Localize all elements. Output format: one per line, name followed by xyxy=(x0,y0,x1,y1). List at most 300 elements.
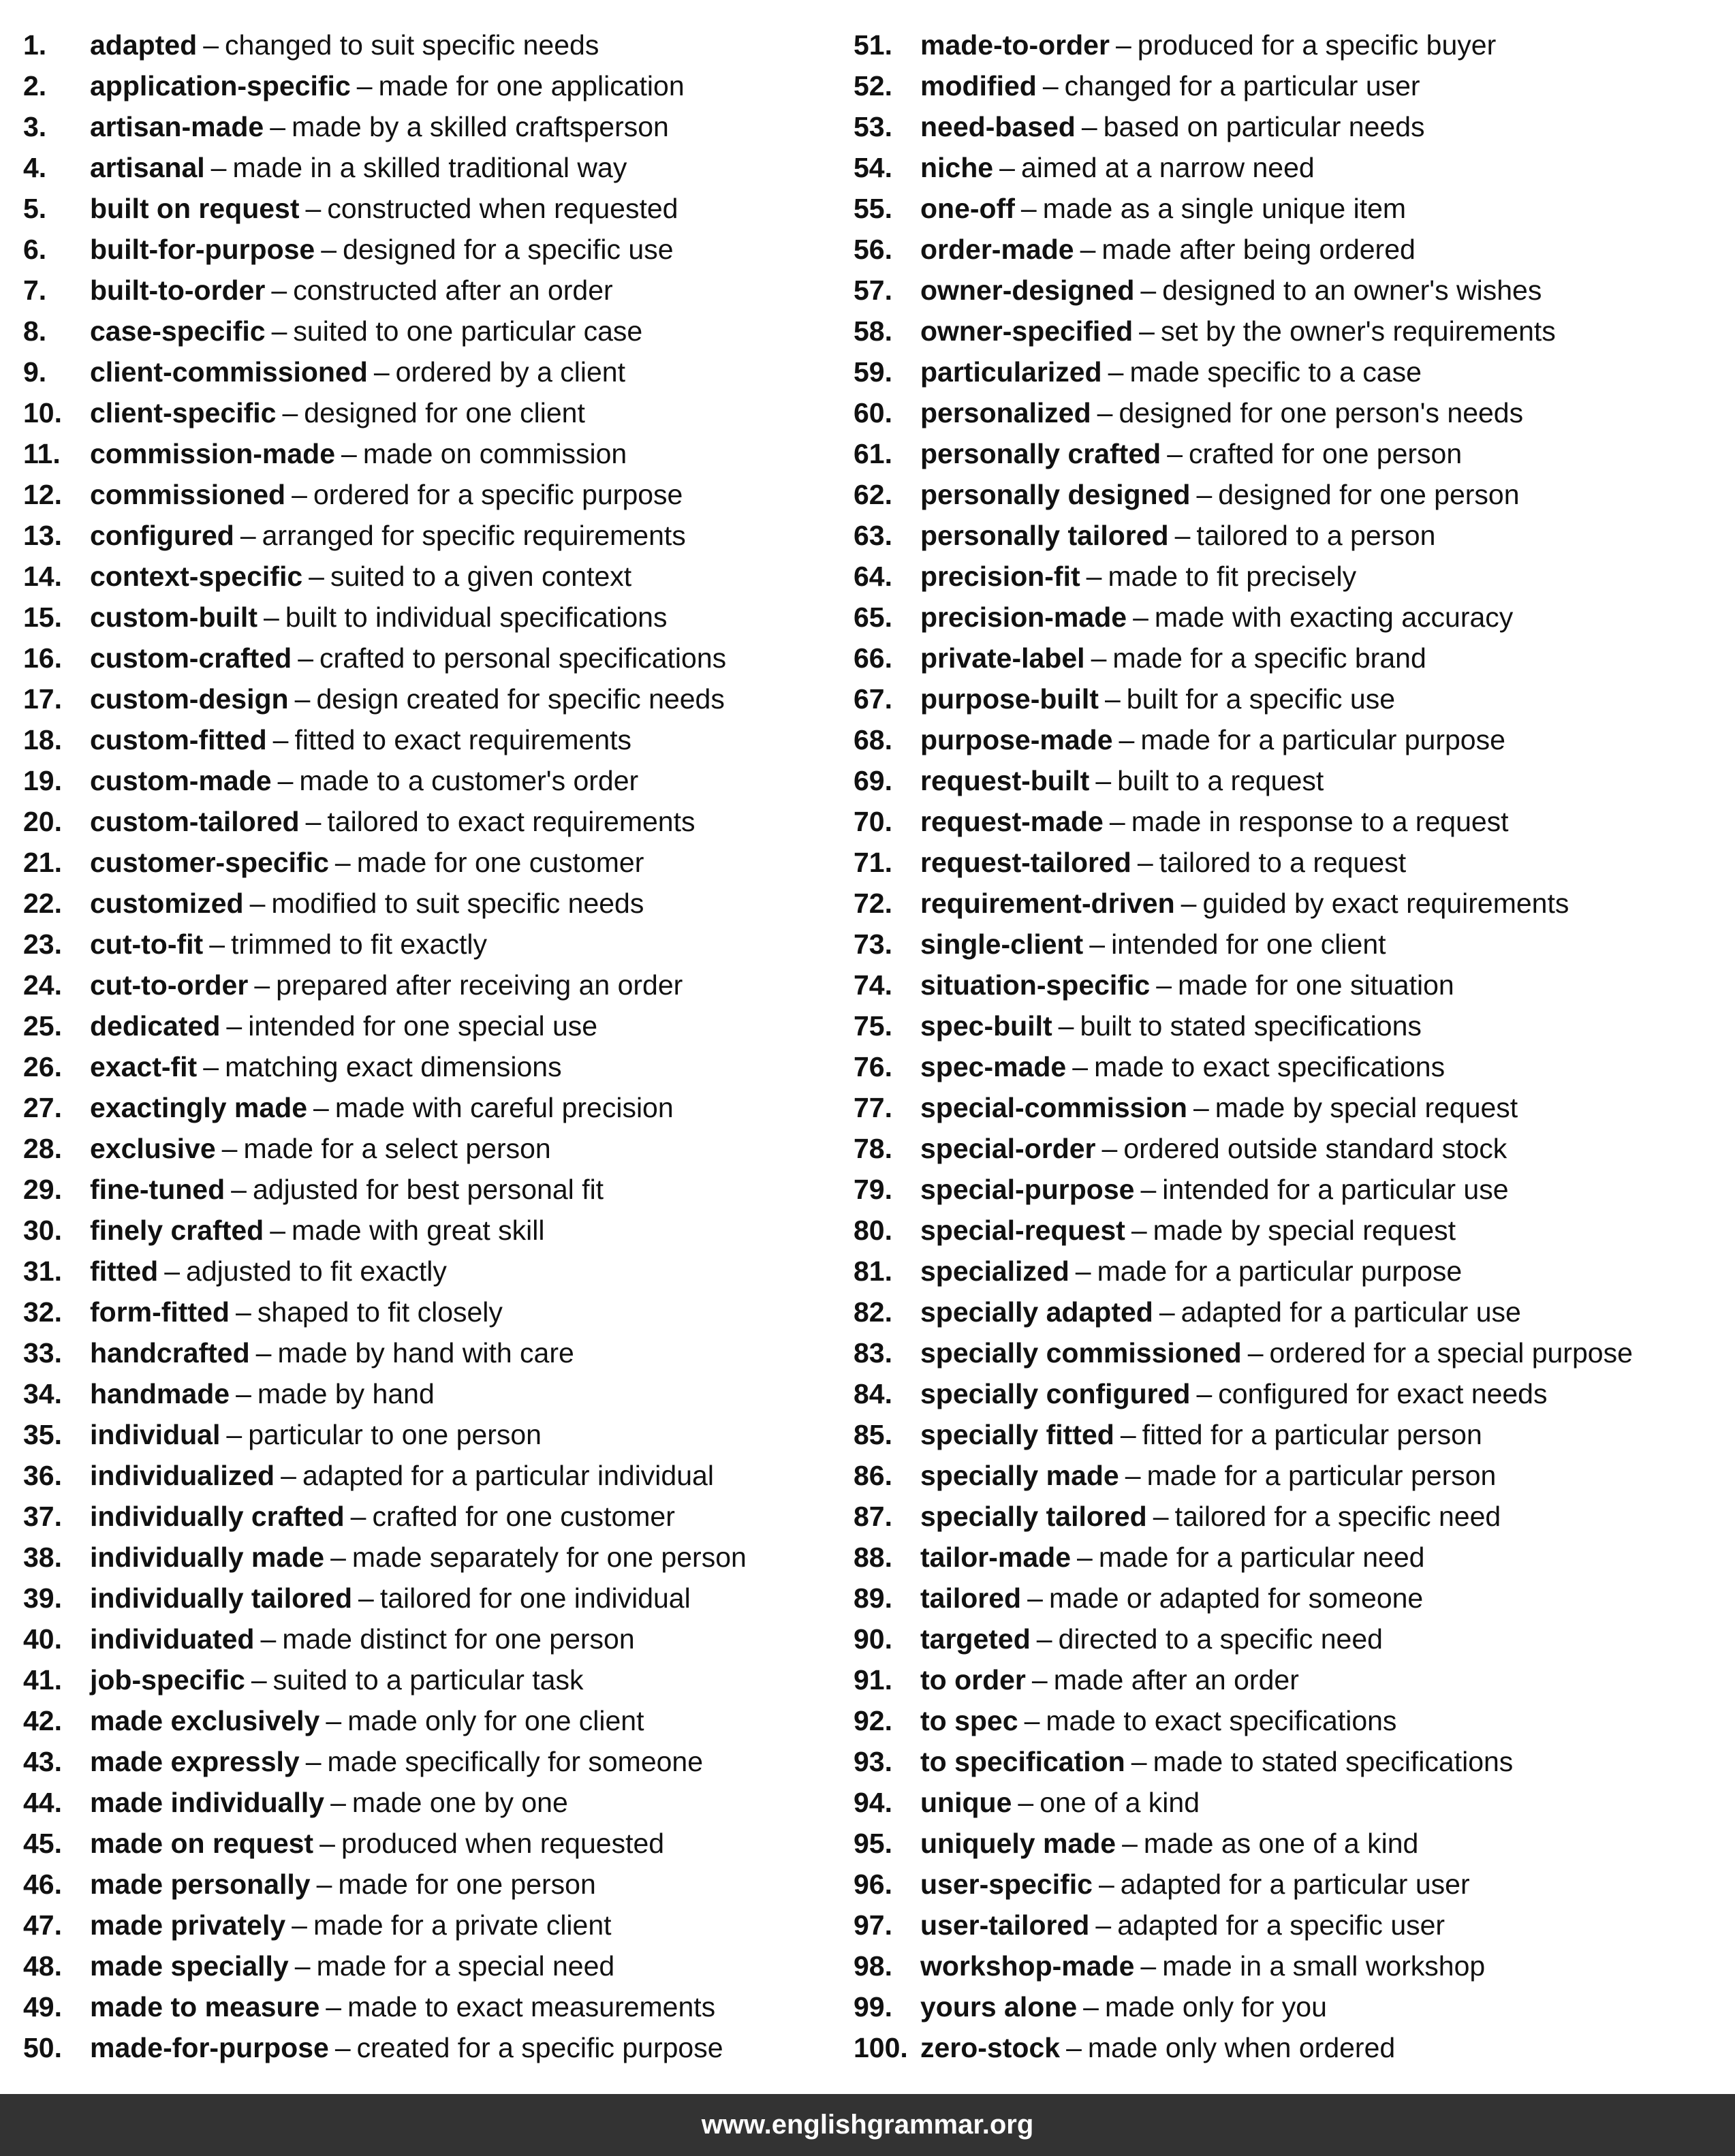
item-number: 16. xyxy=(23,642,62,674)
item-definition: prepared after receiving an order xyxy=(276,969,683,1001)
list-item xyxy=(23,760,841,801)
list-item xyxy=(23,965,841,1005)
item-separator: – xyxy=(271,315,287,347)
item-number: 67. xyxy=(854,683,892,715)
item-term: customized xyxy=(90,888,244,919)
item-number: 46. xyxy=(23,1869,62,1900)
item-definition: intended for one special use xyxy=(248,1010,598,1042)
item-separator: – xyxy=(350,1501,366,1532)
list-item xyxy=(23,1578,841,1619)
item-number: 19. xyxy=(23,765,62,796)
item-term: owner-designed xyxy=(920,275,1135,306)
item-definition: made only when ordered xyxy=(1087,2032,1396,2063)
item-term: individuated xyxy=(90,1623,255,1655)
item-term: made personally xyxy=(90,1869,311,1900)
item-term: context-specific xyxy=(90,561,303,592)
item-definition: made in a small workshop xyxy=(1162,1950,1486,1982)
item-number: 85. xyxy=(854,1419,892,1450)
item-term: built on request xyxy=(90,193,300,224)
item-definition: made by special request xyxy=(1153,1215,1456,1246)
item-term: form-fitted xyxy=(90,1296,230,1328)
item-definition: guided by exact requirements xyxy=(1202,888,1569,919)
list-item xyxy=(23,270,841,311)
item-definition: made after an order xyxy=(1053,1664,1299,1696)
item-term: made specially xyxy=(90,1950,289,1982)
item-definition: configured for exact needs xyxy=(1218,1378,1548,1409)
item-separator: – xyxy=(1042,70,1059,101)
item-definition: made or adapted for someone xyxy=(1048,1582,1424,1614)
list-item xyxy=(23,1619,841,1659)
item-separator: – xyxy=(231,1174,247,1205)
item-number: 95. xyxy=(854,1828,892,1859)
list-item xyxy=(23,1251,841,1292)
item-number: 96. xyxy=(854,1869,892,1900)
list-item xyxy=(23,556,841,597)
item-number: 60. xyxy=(854,397,892,428)
item-definition: changed for a particular user xyxy=(1064,70,1420,101)
item-term: job-specific xyxy=(90,1664,245,1696)
item-number: 75. xyxy=(854,1010,892,1042)
item-term: request-made xyxy=(920,806,1104,837)
item-term: special-request xyxy=(920,1215,1125,1246)
list-item xyxy=(854,1332,1732,1373)
item-term: user-tailored xyxy=(920,1909,1090,1941)
item-separator: – xyxy=(1140,1950,1157,1982)
list-item xyxy=(854,515,1732,556)
item-number: 63. xyxy=(854,520,892,551)
item-separator: – xyxy=(1125,1460,1141,1491)
item-separator: – xyxy=(1066,2032,1082,2063)
item-term: owner-specified xyxy=(920,315,1134,347)
item-separator: – xyxy=(272,724,289,755)
list-item xyxy=(854,1700,1732,1741)
item-number: 14. xyxy=(23,561,62,592)
item-term: built-to-order xyxy=(90,275,266,306)
item-separator: – xyxy=(1097,397,1113,428)
item-number: 94. xyxy=(854,1787,892,1818)
list-item xyxy=(854,719,1732,760)
item-number: 89. xyxy=(854,1582,892,1614)
list-item xyxy=(23,1332,841,1373)
item-term: handcrafted xyxy=(90,1337,250,1369)
item-number: 71. xyxy=(854,847,892,878)
item-definition: shaped to fit closely xyxy=(257,1296,503,1328)
item-number: 6. xyxy=(23,234,47,265)
item-separator: – xyxy=(1133,602,1148,633)
item-definition: tailored for one individual xyxy=(379,1582,691,1614)
item-number: 65. xyxy=(854,602,892,633)
item-separator: – xyxy=(316,1869,332,1900)
item-definition: built to individual specifications xyxy=(285,602,668,633)
item-term: uniquely made xyxy=(920,1828,1116,1859)
item-number: 31. xyxy=(23,1255,62,1287)
item-term: fine-tuned xyxy=(90,1174,225,1205)
item-definition: made by special request xyxy=(1215,1092,1518,1123)
item-definition: arranged for specific requirements xyxy=(262,520,686,551)
item-definition: made only for one client xyxy=(347,1705,644,1736)
item-separator: – xyxy=(226,1010,243,1042)
list-item xyxy=(23,1128,841,1169)
item-definition: adapted for a particular user xyxy=(1120,1869,1470,1900)
item-separator: – xyxy=(334,847,351,878)
list-item xyxy=(23,25,841,65)
footer-website-url: www.englishgrammar.org xyxy=(701,2110,1034,2140)
list-item xyxy=(854,1823,1732,1864)
item-separator: – xyxy=(1119,724,1135,755)
item-definition: adapted for a specific user xyxy=(1117,1909,1445,1941)
item-term: to specification xyxy=(920,1746,1125,1777)
item-definition: adjusted to fit exactly xyxy=(186,1255,447,1287)
item-term: adapted xyxy=(90,29,198,61)
item-definition: crafted for one person xyxy=(1189,438,1463,469)
item-definition: made for a special need xyxy=(316,1950,615,1982)
list-item xyxy=(854,1619,1732,1659)
item-term: purpose-built xyxy=(920,683,1099,715)
item-number: 42. xyxy=(23,1705,62,1736)
item-term: configured xyxy=(90,520,234,551)
item-number: 40. xyxy=(23,1623,62,1655)
item-separator: – xyxy=(235,1296,251,1328)
item-number: 43. xyxy=(23,1746,62,1777)
item-definition: aimed at a narrow need xyxy=(1020,152,1315,183)
item-definition: crafted to personal specifications xyxy=(319,642,727,674)
item-term: commission-made xyxy=(90,438,335,469)
item-separator: – xyxy=(1108,356,1124,388)
item-separator: – xyxy=(298,642,313,674)
item-separator: – xyxy=(1131,1746,1147,1777)
item-definition: made by a skilled craftsperson xyxy=(292,111,669,142)
list-item xyxy=(854,1986,1732,2027)
item-term: personally designed xyxy=(920,479,1191,510)
item-term: dedicated xyxy=(90,1010,221,1042)
item-definition: made as a single unique item xyxy=(1042,193,1407,224)
item-separator: – xyxy=(277,765,294,796)
item-number: 3. xyxy=(23,111,47,142)
item-number: 57. xyxy=(854,275,892,306)
item-separator: – xyxy=(249,888,266,919)
list-item xyxy=(23,1700,841,1741)
item-separator: – xyxy=(260,1623,277,1655)
list-item xyxy=(23,311,841,351)
list-item xyxy=(23,1741,841,1782)
item-separator: – xyxy=(341,438,357,469)
item-number: 21. xyxy=(23,847,62,878)
list-item xyxy=(854,1946,1732,1986)
list-item xyxy=(854,1905,1732,1946)
item-number: 47. xyxy=(23,1909,62,1941)
list-item xyxy=(23,474,841,515)
item-definition: made to exact specifications xyxy=(1046,1705,1397,1736)
item-definition: suited to one particular case xyxy=(293,315,643,347)
item-term: precision-fit xyxy=(920,561,1080,592)
list-item xyxy=(23,883,841,924)
item-term: modified xyxy=(920,70,1037,101)
item-number: 51. xyxy=(854,29,892,61)
item-term: cut-to-fit xyxy=(90,928,204,960)
item-term: personally tailored xyxy=(920,520,1169,551)
item-definition: designed for one person's needs xyxy=(1119,397,1524,428)
item-definition: intended for one client xyxy=(1111,928,1386,960)
item-term: special-order xyxy=(920,1133,1096,1164)
list-item xyxy=(23,1005,841,1046)
item-term: specially configured xyxy=(920,1378,1191,1409)
item-term: user-specific xyxy=(920,1869,1093,1900)
item-separator: – xyxy=(373,356,390,388)
item-number: 61. xyxy=(854,438,892,469)
item-separator: – xyxy=(1095,1909,1112,1941)
list-item xyxy=(854,1537,1732,1578)
item-separator: – xyxy=(1247,1337,1264,1369)
item-definition: designed for a specific use xyxy=(343,234,674,265)
item-separator: – xyxy=(1120,1419,1136,1450)
word-list-left-column xyxy=(23,25,841,2068)
item-definition: ordered for a specific purpose xyxy=(313,479,683,510)
item-number: 91. xyxy=(854,1664,892,1696)
item-term: exact-fit xyxy=(90,1051,198,1082)
item-number: 44. xyxy=(23,1787,62,1818)
list-item xyxy=(854,801,1732,842)
list-item xyxy=(854,556,1732,597)
item-separator: – xyxy=(264,602,279,633)
item-term: made on request xyxy=(90,1828,314,1859)
item-definition: made as one of a kind xyxy=(1143,1828,1419,1859)
item-separator: – xyxy=(251,1664,267,1696)
item-number: 35. xyxy=(23,1419,62,1450)
item-term: workshop-made xyxy=(920,1950,1135,1982)
item-number: 49. xyxy=(23,1991,62,2022)
item-separator: – xyxy=(1089,928,1106,960)
item-term: yours alone xyxy=(920,1991,1078,2022)
item-separator: – xyxy=(1020,193,1037,224)
list-item xyxy=(23,1414,841,1455)
list-item xyxy=(23,924,841,965)
item-separator: – xyxy=(294,683,311,715)
list-item xyxy=(854,597,1732,638)
item-definition: made to stated specifications xyxy=(1153,1746,1514,1777)
item-definition: made separately for one person xyxy=(351,1542,747,1573)
item-separator: – xyxy=(356,70,373,101)
list-item xyxy=(23,188,841,229)
item-separator: – xyxy=(164,1255,181,1287)
item-number: 7. xyxy=(23,275,47,306)
item-separator: – xyxy=(294,1950,311,1982)
item-term: specially adapted xyxy=(920,1296,1153,1328)
item-separator: – xyxy=(1018,1787,1034,1818)
item-separator: – xyxy=(1095,765,1112,796)
item-separator: – xyxy=(1140,1174,1157,1205)
item-definition: made for a particular need xyxy=(1098,1542,1425,1573)
item-separator: – xyxy=(305,806,322,837)
item-number: 41. xyxy=(23,1664,62,1696)
item-definition: ordered by a client xyxy=(395,356,625,388)
item-term: cut-to-order xyxy=(90,969,249,1001)
item-number: 26. xyxy=(23,1051,62,1082)
item-number: 17. xyxy=(23,683,62,715)
item-definition: set by the owner's requirements xyxy=(1160,315,1556,347)
item-number: 30. xyxy=(23,1215,62,1246)
item-term: targeted xyxy=(920,1623,1031,1655)
list-item xyxy=(23,433,841,474)
item-separator: – xyxy=(203,29,219,61)
item-term: request-tailored xyxy=(920,847,1131,878)
list-item xyxy=(23,1373,841,1414)
item-separator: – xyxy=(292,479,307,510)
item-separator: – xyxy=(313,1092,329,1123)
list-item xyxy=(854,392,1732,433)
item-definition: designed for one person xyxy=(1218,479,1520,510)
item-definition: made with exacting accuracy xyxy=(1154,602,1514,633)
item-separator: – xyxy=(1131,1215,1147,1246)
item-number: 99. xyxy=(854,1991,892,2022)
item-separator: – xyxy=(1058,1010,1074,1042)
item-definition: suited to a given context xyxy=(330,561,632,592)
item-number: 73. xyxy=(854,928,892,960)
item-number: 39. xyxy=(23,1582,62,1614)
item-term: specialized xyxy=(920,1255,1069,1287)
item-separator: – xyxy=(270,1215,286,1246)
list-item xyxy=(854,638,1732,678)
item-separator: – xyxy=(1101,1133,1118,1164)
item-number: 79. xyxy=(854,1174,892,1205)
list-item xyxy=(23,1823,841,1864)
item-definition: made by hand with care xyxy=(277,1337,574,1369)
item-term: made individually xyxy=(90,1787,325,1818)
item-separator: – xyxy=(1137,847,1153,878)
list-item xyxy=(854,924,1732,965)
item-definition: made for a particular person xyxy=(1146,1460,1497,1491)
item-definition: made distinct for one person xyxy=(282,1623,635,1655)
list-item xyxy=(854,965,1732,1005)
item-number: 62. xyxy=(854,479,892,510)
item-separator: – xyxy=(1109,806,1125,837)
item-separator: – xyxy=(221,1133,238,1164)
item-term: client-commissioned xyxy=(90,356,368,388)
item-term: requirement-driven xyxy=(920,888,1175,919)
list-item xyxy=(854,229,1732,270)
item-definition: made in response to a request xyxy=(1131,806,1509,837)
list-item xyxy=(854,25,1732,65)
item-separator: – xyxy=(1098,1869,1114,1900)
item-number: 37. xyxy=(23,1501,62,1532)
item-separator: – xyxy=(236,1378,251,1409)
item-separator: – xyxy=(330,1787,346,1818)
item-definition: tailored to exact requirements xyxy=(327,806,695,837)
item-number: 98. xyxy=(854,1950,892,1982)
item-definition: made for one customer xyxy=(356,847,644,878)
item-number: 68. xyxy=(854,724,892,755)
item-term: made exclusively xyxy=(90,1705,320,1736)
list-item xyxy=(854,1782,1732,1823)
item-term: specially commissioned xyxy=(920,1337,1242,1369)
list-item xyxy=(854,842,1732,883)
item-number: 12. xyxy=(23,479,62,510)
list-item xyxy=(854,1373,1732,1414)
item-definition: ordered for a special purpose xyxy=(1269,1337,1633,1369)
item-number: 78. xyxy=(854,1133,892,1164)
item-number: 55. xyxy=(854,193,892,224)
item-number: 76. xyxy=(854,1051,892,1082)
item-number: 25. xyxy=(23,1010,62,1042)
item-number: 54. xyxy=(854,152,892,183)
item-number: 97. xyxy=(854,1909,892,1941)
item-separator: – xyxy=(1196,479,1213,510)
item-separator: – xyxy=(271,275,287,306)
item-term: spec-made xyxy=(920,1051,1067,1082)
item-term: made privately xyxy=(90,1909,286,1941)
item-separator: – xyxy=(326,1991,342,2022)
item-number: 81. xyxy=(854,1255,892,1287)
item-term: specially made xyxy=(920,1460,1119,1491)
item-number: 88. xyxy=(854,1542,892,1573)
item-separator: – xyxy=(1104,683,1121,715)
item-term: request-built xyxy=(920,765,1090,796)
item-definition: built to a request xyxy=(1117,765,1324,796)
item-term: special-commission xyxy=(920,1092,1187,1123)
item-term: individualized xyxy=(90,1460,275,1491)
item-number: 36. xyxy=(23,1460,62,1491)
item-separator: – xyxy=(1181,888,1197,919)
item-term: commissioned xyxy=(90,479,286,510)
list-item xyxy=(854,1578,1732,1619)
item-separator: – xyxy=(270,111,286,142)
item-term: built-for-purpose xyxy=(90,234,315,265)
list-item xyxy=(23,1210,841,1251)
item-definition: made for one application xyxy=(378,70,685,101)
list-item xyxy=(23,1905,841,1946)
item-number: 70. xyxy=(854,806,892,837)
item-number: 29. xyxy=(23,1174,62,1205)
item-separator: – xyxy=(1193,1092,1209,1123)
item-number: 58. xyxy=(854,315,892,347)
item-separator: – xyxy=(1091,642,1107,674)
item-separator: – xyxy=(1024,1705,1040,1736)
item-separator: – xyxy=(1083,1991,1099,2022)
list-item xyxy=(23,147,841,188)
list-item xyxy=(23,515,841,556)
item-term: niche xyxy=(920,152,994,183)
item-separator: – xyxy=(305,1746,322,1777)
item-term: personalized xyxy=(920,397,1091,428)
item-number: 52. xyxy=(854,70,892,101)
item-definition: made with great skill xyxy=(292,1215,545,1246)
item-term: client-specific xyxy=(90,397,277,428)
item-term: special-purpose xyxy=(920,1174,1135,1205)
item-definition: adapted for a particular individual xyxy=(302,1460,714,1491)
list-item xyxy=(854,1414,1732,1455)
item-separator: – xyxy=(305,193,322,224)
item-definition: adapted for a particular use xyxy=(1181,1296,1521,1328)
item-definition: adjusted for best personal fit xyxy=(252,1174,604,1205)
item-definition: changed to suit specific needs xyxy=(225,29,599,61)
item-definition: made only for you xyxy=(1104,1991,1327,2022)
item-definition: directed to a specific need xyxy=(1058,1623,1383,1655)
list-item xyxy=(23,1986,841,2027)
item-definition: tailored to a request xyxy=(1159,847,1407,878)
list-item xyxy=(854,1210,1732,1251)
item-term: individual xyxy=(90,1419,221,1450)
item-number: 23. xyxy=(23,928,62,960)
list-item xyxy=(854,2027,1732,2068)
item-term: custom-design xyxy=(90,683,289,715)
item-definition: design created for specific needs xyxy=(316,683,725,715)
item-definition: particular to one person xyxy=(248,1419,542,1450)
item-term: customer-specific xyxy=(90,847,329,878)
item-number: 82. xyxy=(854,1296,892,1328)
item-number: 64. xyxy=(854,561,892,592)
item-number: 28. xyxy=(23,1133,62,1164)
item-definition: one of a kind xyxy=(1040,1787,1200,1818)
list-item xyxy=(23,1455,841,1496)
